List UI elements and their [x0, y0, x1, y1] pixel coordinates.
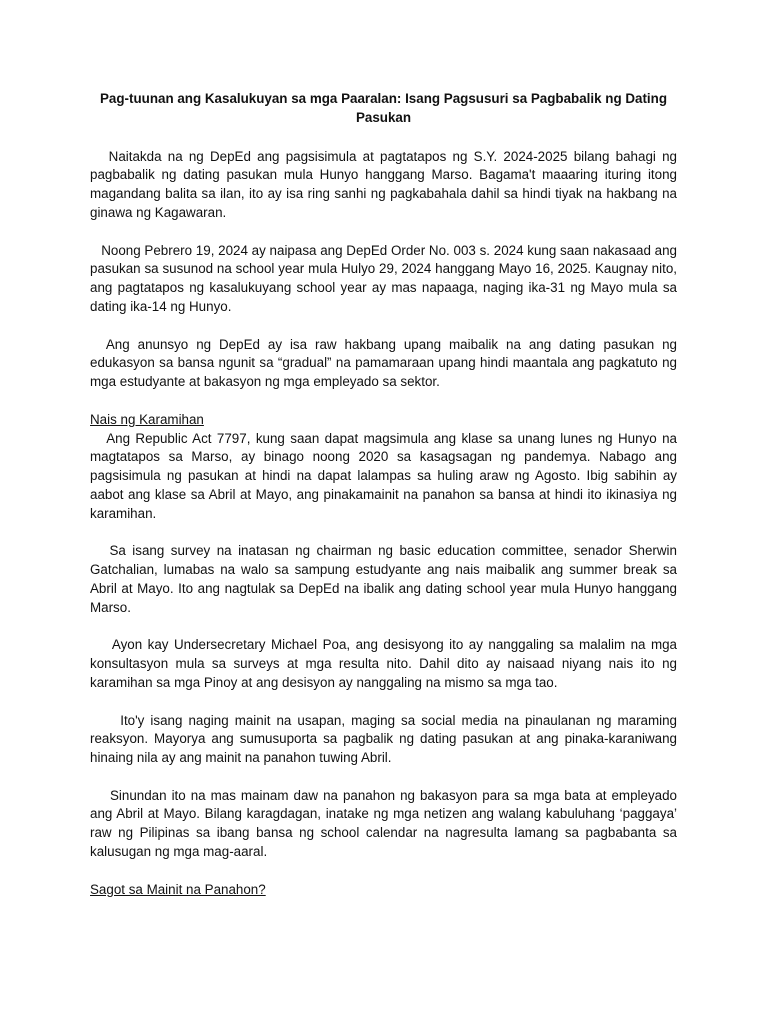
paragraph: Naitakda na ng DepEd ang pagsisimula at pagtatapos ng S.Y. 2024-2025 bilang bahagi ng pagbabalik ng dating pasukan mula Hunyo hanggang Marso. Bagama't maaaring ituring itong magandang balita sa ilan, ito ay isa ring sanhi ng pagkabahala dahil sa hindi tiyak na hakbang na ginawa ng Kagawaran. [90, 148, 681, 220]
paragraph: Ayon kay Undersecretary Michael Poa, ang desisyong ito ay nanggaling sa malalim na mga konsultasyon mula sa surveys at mga resulta nito. Dahil dito ay naisaad niyang nais ito ng karamihan sa mga Pinoy at ang desisyon ay nanggaling na mismo sa mga tao. [90, 637, 681, 690]
document-title: Pag-tuunan ang Kasalukuyan sa mga Paaralan: Isang Pagsusuri sa Pagbabalik ng Dating Pasukan [99, 91, 668, 125]
paragraph: Noong Pebrero 19, 2024 ay naipasa ang DepEd Order No. 003 s. 2024 kung saan nakasaad ang pasukan sa susunod na school year mula Hulyo 29, 2024 hanggang Mayo 16, 2025. Kaugnay nito, ang pagtatapos ng kasalukuyang school year ay mas napaaga, naging ika-31 ng Mayo mula sa dating ika-14 ng Hunyo. [90, 242, 681, 314]
paragraph: Sinundan ito na mas mainam daw na panahon ng bakasyon para sa mga bata at empleyado ang Abril at Mayo. Bilang karagdagan, inatake ng mga netizen ang walang kabuluhang ‘paggaya’ raw ng Pilipinas sa ibang bansa ng school calendar na nagresulta lamang sa pagbabanta sa kalusugan ng mga mag-aaral. [90, 787, 681, 860]
section-heading: Sagot sa Mainit na Panahon? [90, 881, 266, 897]
paragraph: Sa isang survey na inatasan ng chairman ng basic education committee, senador Sherwin Gatchalian, lumabas na walo sa sampung estudyante ang nais maibalik ang summer break sa Abril at Mayo. Ito ang nagtulak sa DepEd na ibalik ang dating school year mula Hunyo hanggang Marso. [90, 543, 681, 615]
section-heading: Nais ng Karamihan [90, 411, 204, 427]
document-body [90, 90, 681, 899]
paragraph: Ang Republic Act 7797, kung saan dapat magsimula ang klase sa unang lunes ng Hunyo na magtatapos sa Marso, ay binago noong 2020 sa kasagsagan ng pandemya. Nabago ang pagsisimula ng pasukan at hindi na dapat lalampas sa huling araw ng Agosto. Ibig sabihin ay aabot ang klase sa Abril at Mayo, ang pinakamainit na panahon sa bansa at hindi ito ikinasiya ng karamihan. [90, 430, 681, 521]
paragraph: Ito'y isang naging mainit na usapan, maging sa social media na pinaulanan ng maraming reaksyon. Mayorya ang sumusuporta sa pagbalik ng dating pasukan at ang pinaka-karaniwang hinaing nila ay ang mainit na panahon tuwing Abril. [90, 712, 681, 766]
paragraph: Ang anunsyo ng DepEd ay isa raw hakbang upang maibalik na ang dating pasukan ng edukasyon sa bansa ngunit sa “gradual” na pamamaraan upang hindi maantala ang pagkatuto ng mga estudyante at bakasyon ng mga empleyado sa sektor. [90, 336, 681, 390]
